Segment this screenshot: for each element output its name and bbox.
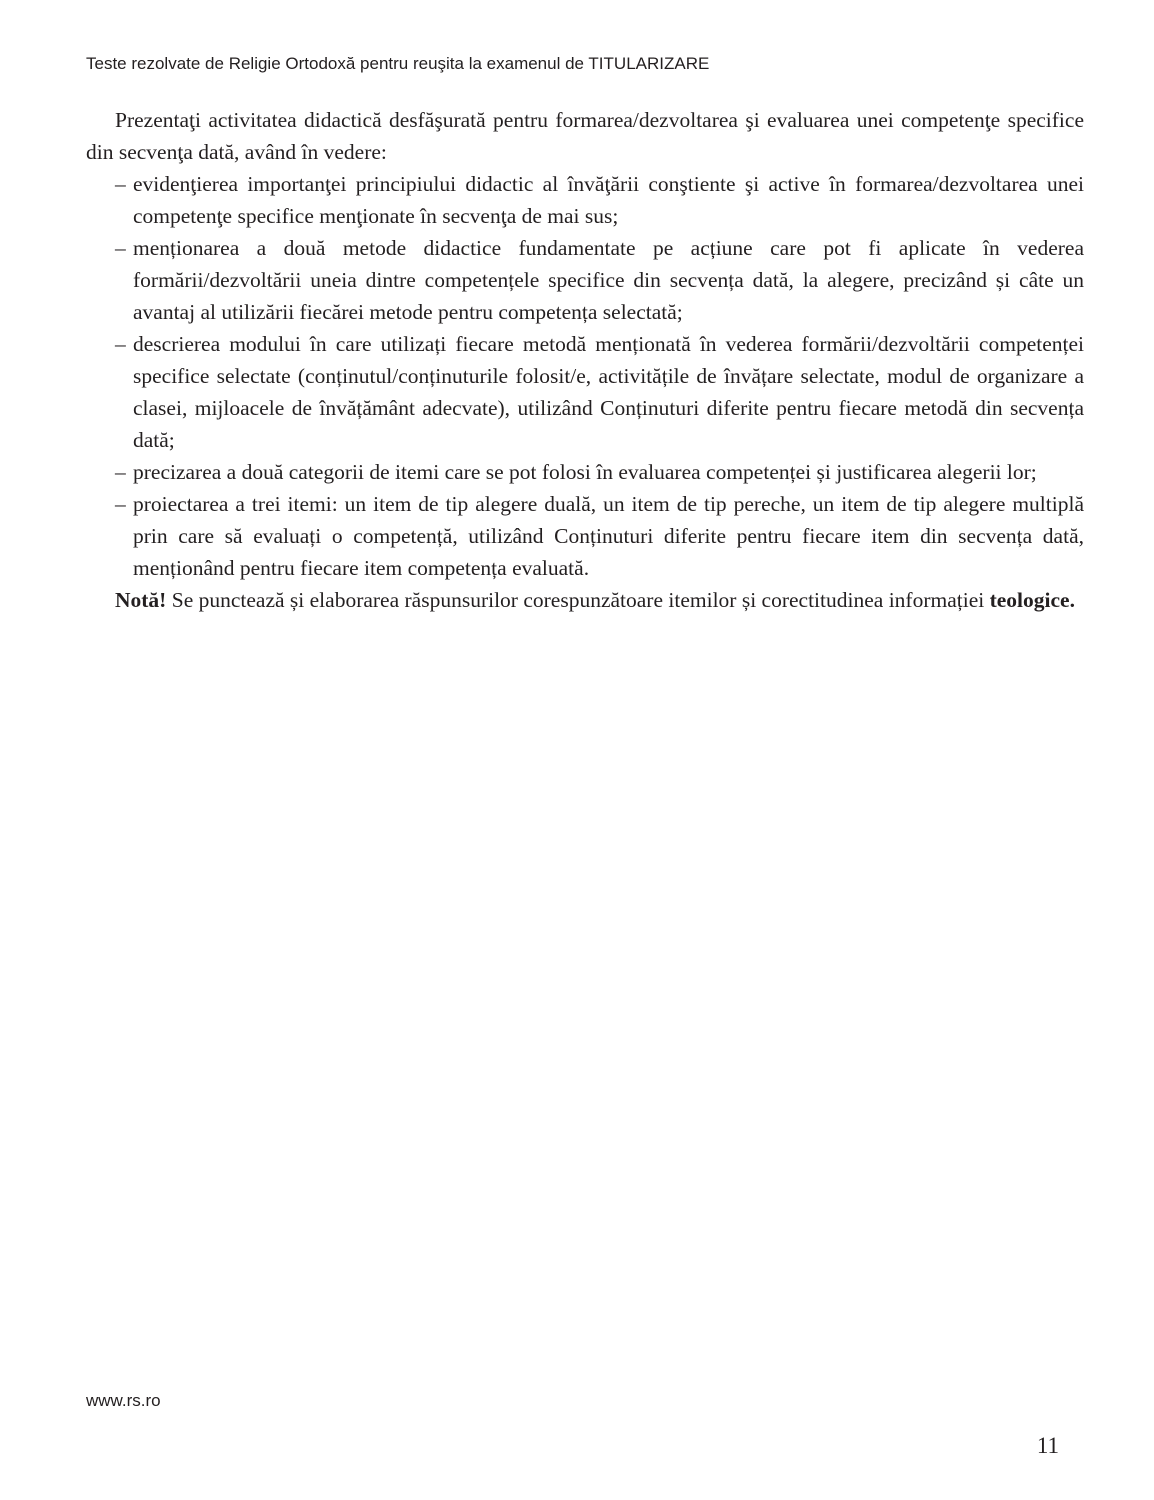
list-item: [86, 456, 1084, 488]
list-item: [86, 168, 1084, 232]
list-item-text: menționarea a două metode didactice fundamentate pe acțiune care pot fi aplicate în vederea formării/dezvoltării uneia dintre competențele specifice din secvența dată, la alegere, precizând și câte un avantaj al utilizării fiecărei metode pentru competența selectată;: [133, 236, 1084, 324]
list-item-text: descrierea modului în care utilizați fiecare metodă menționată în vederea formării/dezvoltării competenței specifice selectate (conținutul/conținuturile folosit/e, activitățile de învățare selectate, modul de organizare a clasei, mijloacele de învățământ adecvate), utilizând Conținuturi diferite pentru fiecare metodă din secvența dată;: [133, 332, 1084, 452]
list-item: [86, 328, 1084, 456]
list-item: [86, 488, 1084, 584]
note-text: Se punctează și elaborarea răspunsurilor corespunzătoare itemilor și corectitudinea informației: [166, 588, 990, 612]
list-item: [86, 232, 1084, 328]
dash-bullet: –: [115, 236, 126, 260]
page-body: [86, 104, 1084, 616]
list-item-text: precizarea a două categorii de itemi care se pot folosi în evaluarea competenței și justificarea alegerii lor;: [133, 460, 1037, 484]
dash-bullet: –: [115, 332, 126, 356]
list-item-text: proiectarea a trei itemi: un item de tip alegere duală, un item de tip pereche, un item de tip alegere multiplă prin care să evaluați o competență, utilizând Conținuturi diferite pentru fiecare item din secvența dată, menționând pentru fiecare item competența evaluată.: [133, 492, 1084, 580]
note-paragraph: [86, 584, 1084, 616]
footer-url: www.rs.ro: [86, 1391, 161, 1410]
note-end-bold: teologice.: [989, 588, 1075, 612]
note-label: Notă!: [115, 588, 167, 612]
intro-paragraph: Prezentaţi activitatea didactică desfăşurată pentru formarea/dezvoltarea şi evaluarea unei competenţe specifice din secvenţa dată, având în vedere:: [86, 108, 1084, 164]
page-number: 11: [1036, 1433, 1059, 1458]
list-item-text: evidenţierea importanţei principiului didactic al învăţării conştiente şi active în formarea/dezvoltarea unei competenţe specifice menţionate în secvenţa de mai sus;: [133, 172, 1084, 228]
dash-bullet: –: [115, 460, 126, 484]
dash-bullet: –: [115, 492, 126, 516]
dash-bullet: –: [115, 172, 126, 196]
running-header: Teste rezolvate de Religie Ortodoxă pentru reuşita la examenul de TITULARIZARE: [86, 54, 710, 73]
